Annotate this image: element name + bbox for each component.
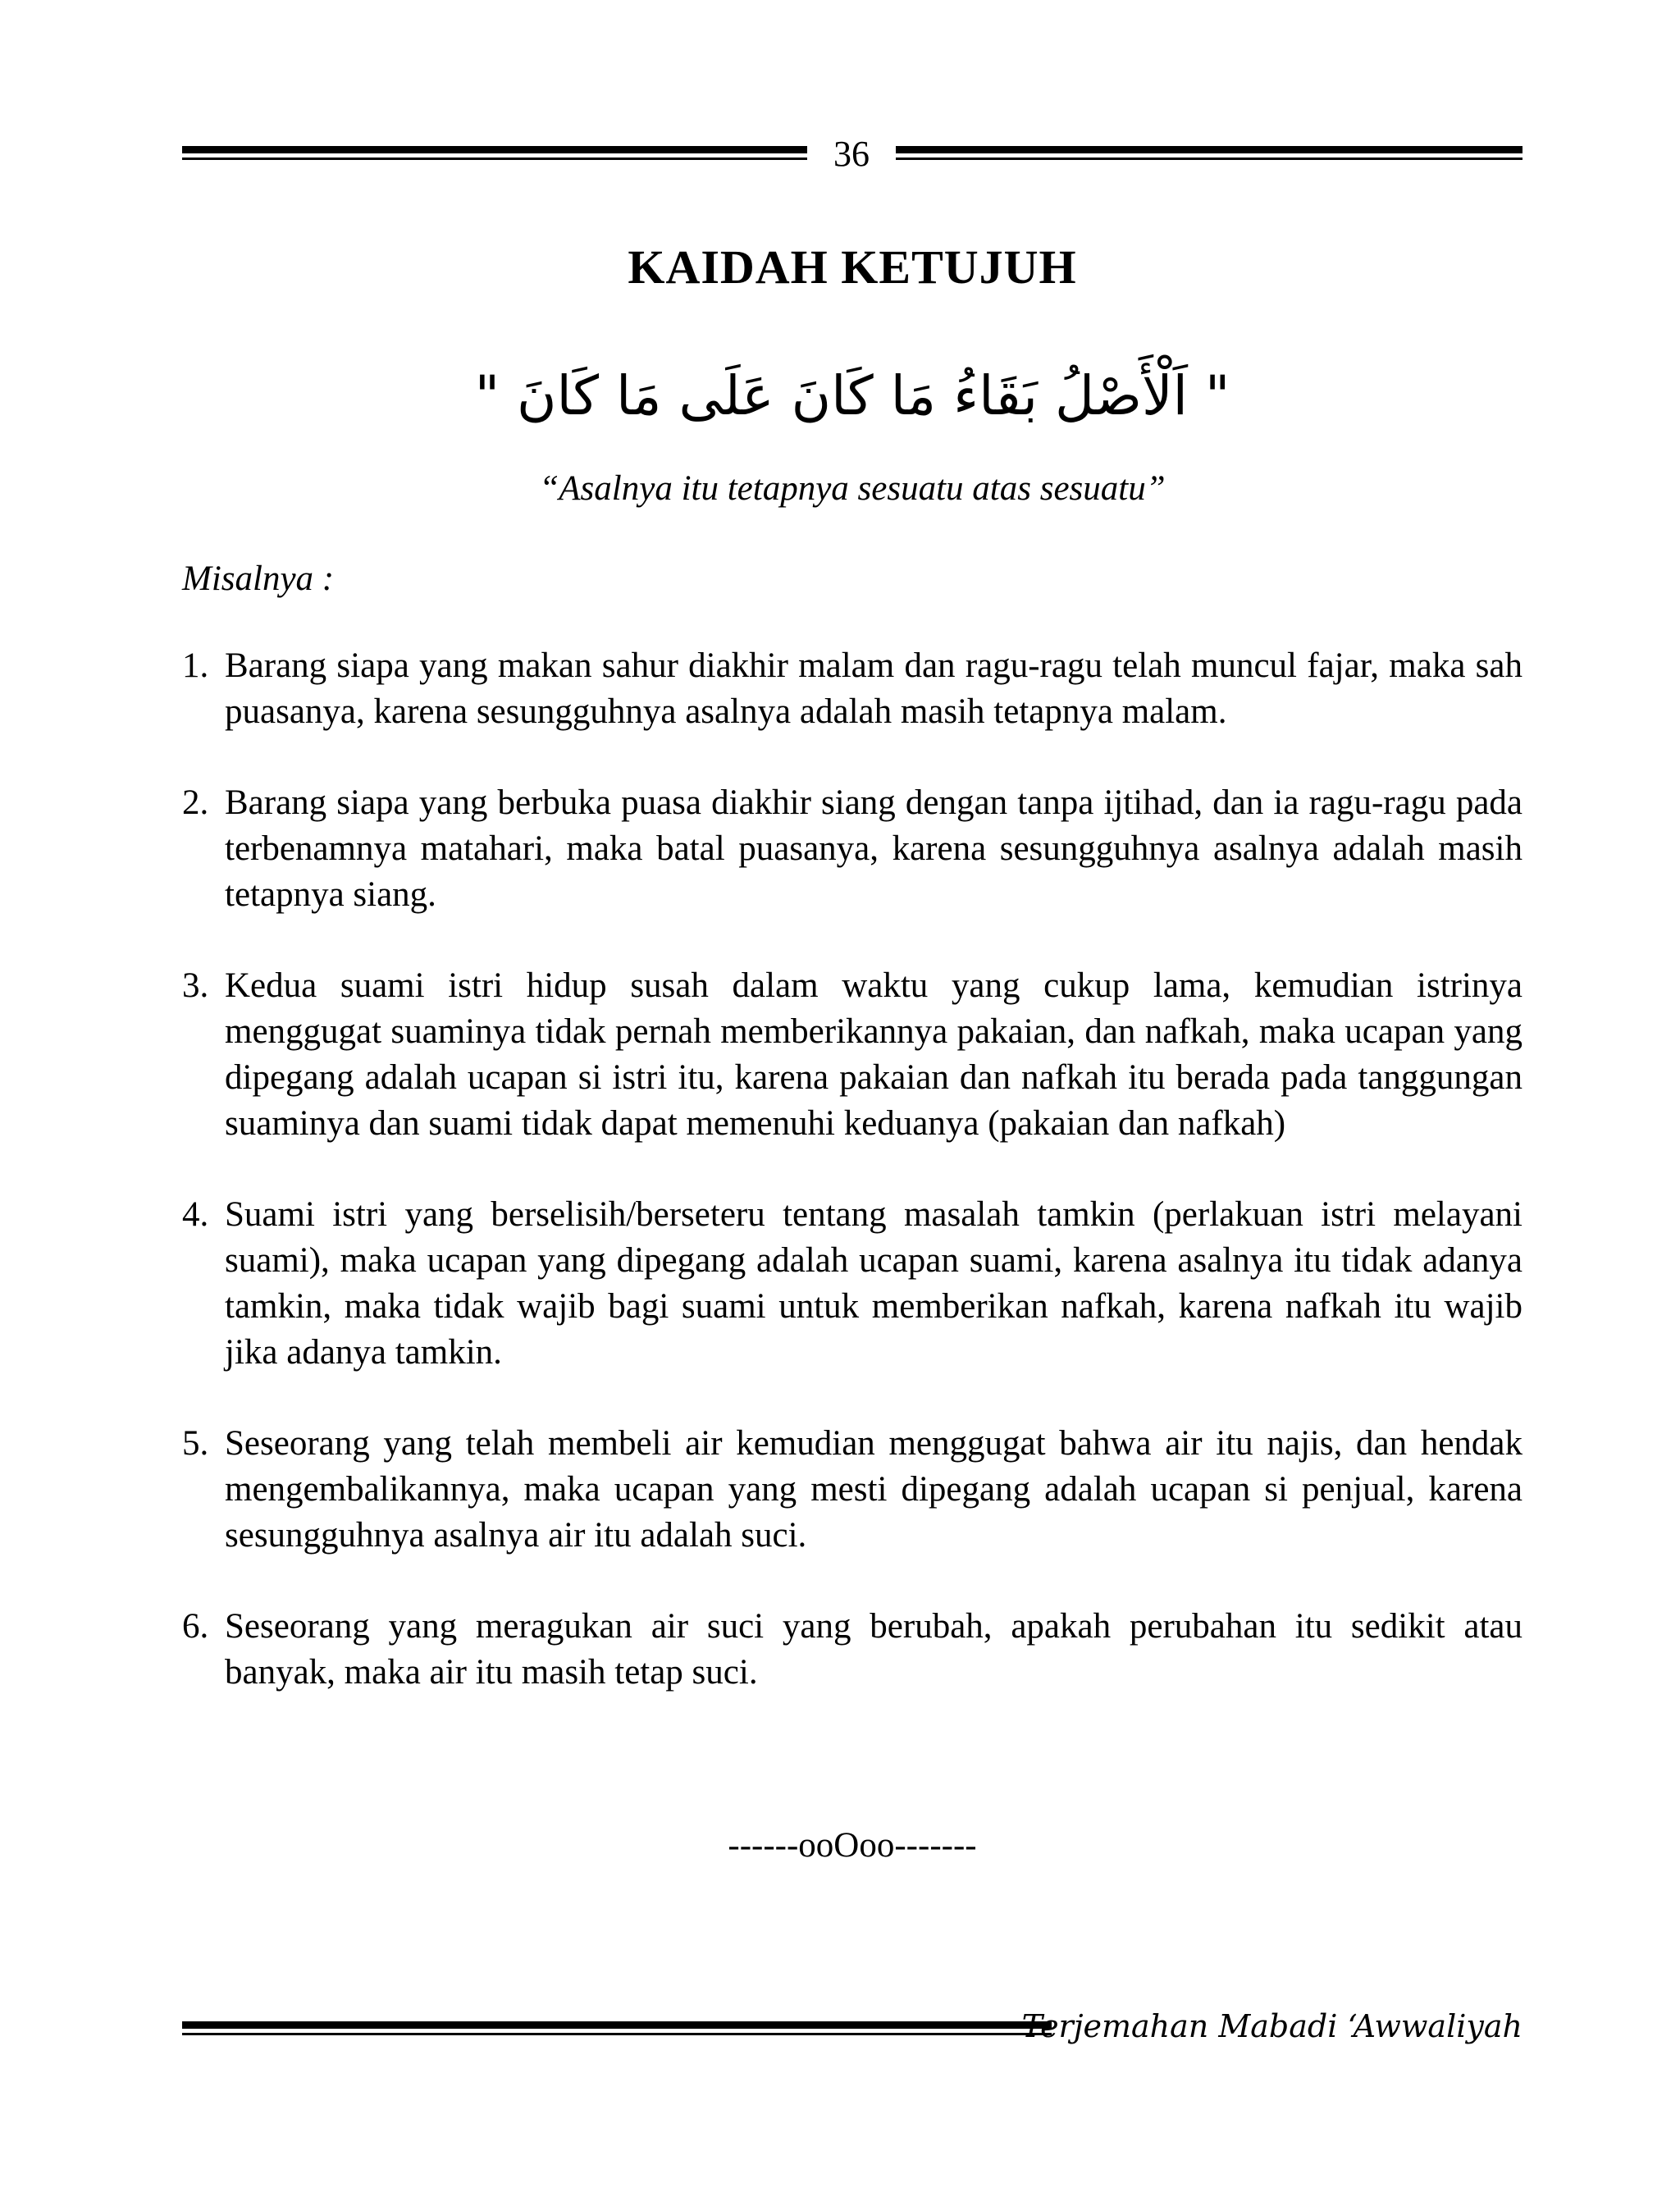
example-text: Suami istri yang berselisih/berseteru tentang masalah tamkin (perlakuan istri melayani suami), maka ucapan yang dipegang adalah ucapan suami, karena asalnya itu tidak adanya tamkin, maka tidak wajib bagi suami untuk memberikan nafkah, karena nafkah itu wajib jika adanya tamkin. [225, 1195, 1522, 1372]
example-number: 1. [182, 646, 209, 685]
maxim-translation: “Asalnya itu tetapnya sesuatu atas sesuatu” [539, 469, 1166, 508]
footer-rule [182, 2021, 1052, 2035]
header-rule-left [182, 146, 807, 160]
section-end-marker: ------ooOoo------- [728, 1826, 977, 1865]
arabic-legal-maxim: " اَلْأَصْلُ بَقَاءُ مَا كَانَ عَلَى مَا كَانَ " [474, 364, 1230, 427]
page-footer [182, 2002, 1522, 2051]
book-title: Terjemahan Mabadi ‘Awwaliyah [1021, 2008, 1522, 2044]
example-text: Seseorang yang telah membeli air kemudian menggugat bahwa air itu najis, dan hendak mengembalikannya, maka ucapan yang mesti dipegang adalah ucapan si penjual, karena sesungguhnya asalnya air itu adalah suci. [225, 1424, 1522, 1555]
example-text: Barang siapa yang makan sahur diakhir malam dan ragu-ragu telah muncul fajar, maka sah puasanya, karena sesungguhnya asalnya adalah masih tetapnya malam. [225, 646, 1522, 731]
header-rule-right-thin-line [896, 158, 1522, 160]
example-number: 4. [182, 1195, 209, 1234]
footer-rule-thin-line [182, 2033, 1052, 2035]
example-item-1 [182, 643, 1522, 735]
header-rule-right-thick-line [896, 146, 1522, 153]
example-item-6 [182, 1604, 1522, 1696]
example-item-4 [182, 1192, 1522, 1376]
example-number: 2. [182, 783, 209, 822]
example-text: Kedua suami istri hidup susah dalam waktu yang cukup lama, kemudian istrinya menggugat suaminya tidak pernah memberikannya pakaian, dan nafkah, maka ucapan yang dipegang adalah ucapan si istri itu, karena pakaian dan nafkah itu berada pada tanggungan suaminya dan suami tidak dapat memenuhi keduanya (pakaian dan nafkah) [225, 966, 1522, 1143]
example-item-3 [182, 963, 1522, 1147]
example-text: Seseorang yang meragukan air suci yang berubah, apakah perubahan itu sedikit atau banyak, maka air itu masih tetap suci. [225, 1607, 1522, 1692]
footer-rule-thick-line [182, 2021, 1052, 2029]
example-text: Barang siapa yang berbuka puasa diakhir siang dengan tanpa ijtihad, dan ia ragu-ragu pada terbenamnya matahari, maka batal puasanya, karena sesungguhnya asalnya adalah masih tetapnya siang. [225, 783, 1522, 914]
example-item-5 [182, 1421, 1522, 1559]
examples-label: Misalnya : [182, 559, 335, 598]
page-header [182, 131, 1522, 180]
header-rule-left-thick-line [182, 146, 807, 153]
example-number: 6. [182, 1607, 209, 1646]
examples-list [182, 643, 1522, 1741]
example-number: 3. [182, 966, 209, 1005]
page-number: 36 [833, 134, 870, 174]
chapter-title: KAIDAH KETUJUH [628, 240, 1077, 294]
header-rule-right [896, 146, 1522, 160]
example-item-2 [182, 780, 1522, 918]
example-number: 5. [182, 1424, 209, 1463]
header-rule-left-thin-line [182, 158, 807, 160]
